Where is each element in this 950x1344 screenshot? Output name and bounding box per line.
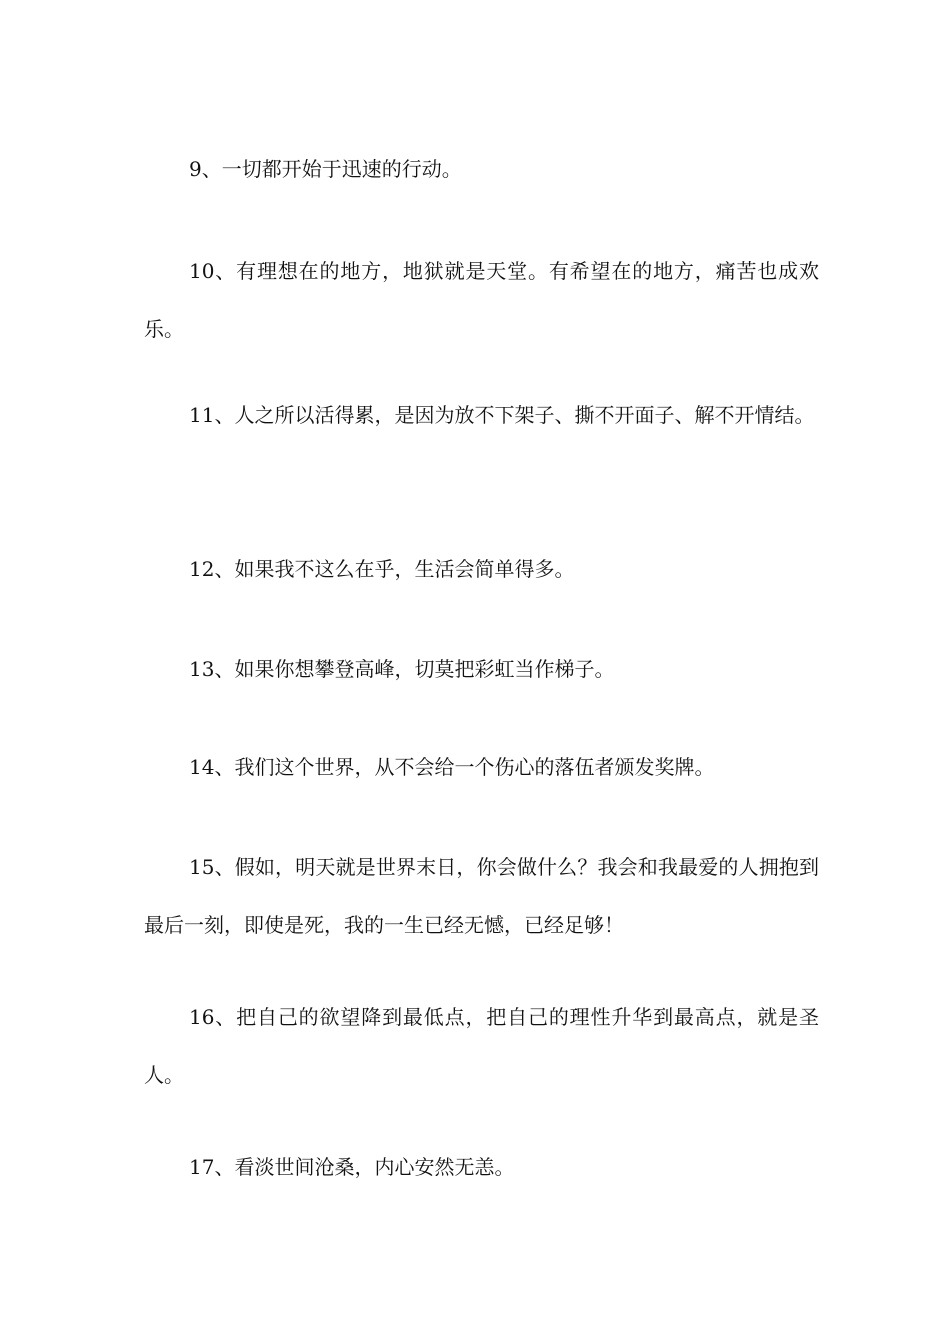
quote-item-13: 13、如果你想攀登高峰，切莫把彩虹当作梯子。 [189,657,615,681]
quote-item-9: 9、一切都开始于迅速的行动。 [189,157,462,181]
quote-item-17: 17、看淡世间沧桑，内心安然无恙。 [189,1155,515,1179]
quote-item-16: 16、把自己的欲望降到最低点，把自己的理性升华到最高点，就是圣人。 [144,1005,819,1087]
quote-item-14: 14、我们这个世界，从不会给一个伤心的落伍者颁发奖牌。 [189,755,715,779]
quote-item-12: 12、如果我不这么在乎，生活会简单得多。 [189,557,575,581]
quote-item-11: 11、人之所以活得累，是因为放不下架子、撕不开面子、解不开情结。 [189,403,815,427]
quote-item-15: 15、假如，明天就是世界末日，你会做什么？我会和我最爱的人拥抱到最后一刻，即使是死，我的一生已经无憾，已经足够！ [144,855,819,937]
quote-item-10: 10、有理想在的地方，地狱就是天堂。有希望在的地方，痛苦也成欢乐。 [144,259,819,341]
